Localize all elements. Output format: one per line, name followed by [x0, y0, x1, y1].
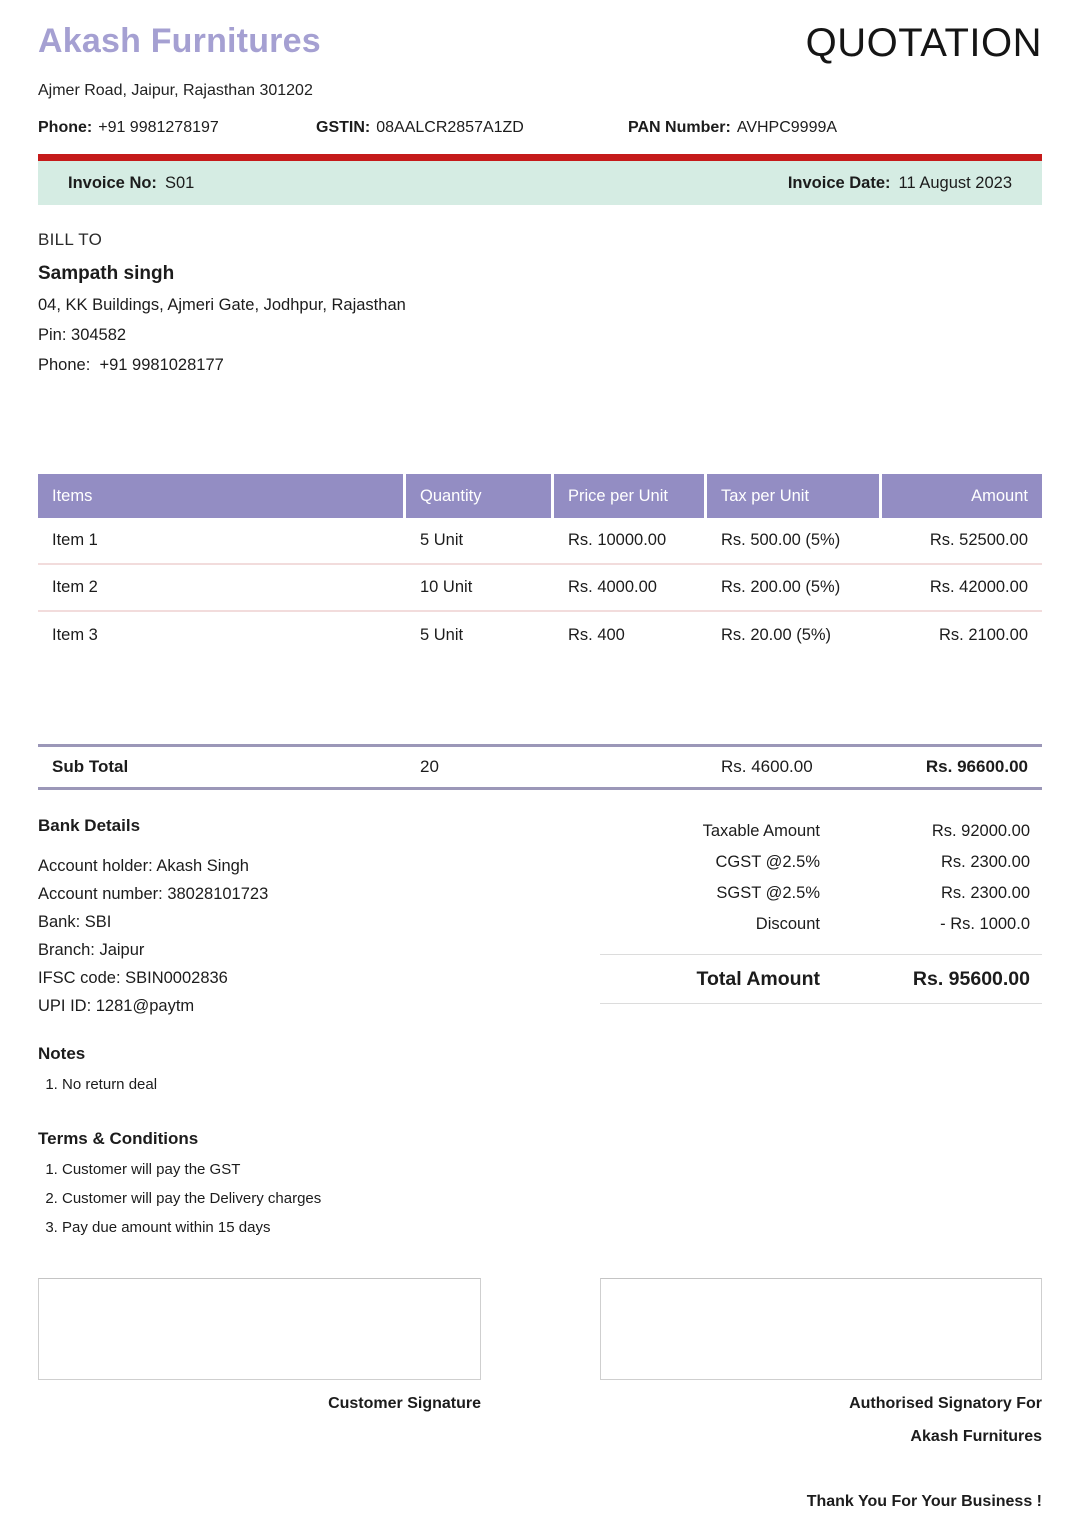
terms-heading: Terms & Conditions [38, 1129, 199, 1148]
item-price-cell: Rs. 4000.00 [568, 578, 657, 596]
company-address: Ajmer Road, Jaipur, Rajasthan 301202 [38, 82, 313, 99]
item-amount-cell: Rs. 52500.00 [929, 531, 1028, 549]
subtotal-quantity: 20 [420, 757, 439, 776]
item-quantity-cell: 10 Unit [420, 578, 473, 596]
invoice-info-band [38, 161, 1042, 205]
customer-signature-block [38, 1278, 481, 1446]
item-name-cell: Item 3 [52, 626, 98, 644]
summary-label: CGST @2.5% [715, 853, 820, 871]
notes-list [38, 1074, 1042, 1096]
item-price-cell: Rs. 10000.00 [568, 531, 667, 549]
header-amount: Amount [882, 474, 1042, 518]
note-item: 1. No return deal [62, 1074, 1042, 1096]
item-quantity-cell: 5 Unit [420, 626, 464, 644]
subtotal-amount: Rs. 96600.00 [925, 757, 1028, 776]
bank-details-heading: Bank Details [38, 816, 141, 835]
bank-account-number: Account number: 38028101723 [38, 885, 269, 903]
invoice-date [788, 174, 1012, 193]
bill-to-heading: BILL TO [38, 230, 103, 249]
item-price-cell: Rs. 400 [568, 626, 625, 644]
subtotal-label: Sub Total [52, 757, 129, 776]
gstin-label: GSTIN: [316, 119, 371, 136]
bank-account-holder: Account holder: Akash Singh [38, 857, 249, 875]
item-quantity-cell: 5 Unit [420, 531, 464, 549]
header-price-per-unit: Price per Unit [554, 474, 704, 518]
company-phone [38, 119, 316, 137]
items-table [38, 474, 1042, 659]
invoice-no-value: S01 [164, 173, 195, 192]
summary-discount [600, 909, 1042, 940]
notes-section [38, 1044, 1042, 1103]
table-row [38, 518, 1042, 565]
thank-you-note: Thank You For Your Business ! [806, 1493, 1042, 1510]
header-quantity: Quantity [406, 474, 551, 518]
invoice-number [68, 174, 194, 193]
summary-value: Rs. 2300.00 [941, 853, 1030, 871]
summary-value: Rs. 2300.00 [941, 884, 1030, 902]
bank-ifsc: IFSC code: SBIN0002836 [38, 969, 228, 987]
customer-address: 04, KK Buildings, Ajmeri Gate, Jodhpur, Rajasthan [38, 296, 406, 314]
gstin-value: 08AALCR2857A1ZD [376, 119, 524, 136]
summary-taxable-amount [600, 816, 1042, 847]
invoice-date-value: 11 August 2023 [898, 173, 1012, 192]
table-row [38, 612, 1042, 659]
summary-label: Taxable Amount [702, 822, 820, 840]
total-amount-value: Rs. 95600.00 [912, 967, 1030, 990]
total-amount-row [600, 954, 1042, 1004]
company-info-row [38, 119, 1042, 137]
bank-details [38, 816, 518, 1020]
terms-section [38, 1129, 1042, 1246]
summary-value: - Rs. 1000.0 [940, 915, 1030, 933]
header-items: Items [38, 474, 403, 518]
customer-phone [38, 356, 1042, 375]
total-amount-label: Total Amount [696, 967, 820, 990]
authorised-company-name: Akash Furnitures [910, 1428, 1042, 1445]
notes-heading: Notes [38, 1044, 86, 1063]
term-item: 2. Customer will pay the Delivery charges [62, 1188, 1042, 1210]
summary-sgst [600, 878, 1042, 909]
pan-value: AVHPC9999A [736, 119, 838, 136]
company-name: Akash Furnitures [38, 22, 321, 60]
totals-summary [600, 816, 1042, 1020]
authorised-signature-block [600, 1278, 1042, 1446]
signature-section [38, 1278, 1042, 1446]
summary-label: SGST @2.5% [716, 884, 820, 902]
summary-value: Rs. 92000.00 [931, 822, 1030, 840]
item-tax-cell: Rs. 20.00 (5%) [721, 626, 832, 644]
customer-pin: Pin: 304582 [38, 326, 127, 344]
phone-label: Phone: [38, 119, 93, 136]
customer-phone-label: Phone: [38, 356, 91, 374]
item-amount-cell: Rs. 42000.00 [929, 578, 1028, 596]
subtotal-tax: Rs. 4600.00 [721, 757, 813, 776]
bank-and-summary-section [38, 816, 1042, 1020]
term-item: 1. Customer will pay the GST [62, 1159, 1042, 1181]
item-name-cell: Item 2 [52, 578, 98, 596]
company-gstin [316, 119, 628, 137]
bank-name: Bank: SBI [38, 913, 112, 931]
terms-list [38, 1159, 1042, 1239]
phone-value: +91 9981278197 [98, 119, 219, 136]
header-tax-per-unit: Tax per Unit [707, 474, 879, 518]
bank-branch: Branch: Jaipur [38, 941, 145, 959]
summary-cgst [600, 847, 1042, 878]
summary-label: Discount [755, 915, 820, 933]
invoice-no-label: Invoice No: [68, 173, 157, 192]
customer-phone-value: +91 9981028177 [99, 356, 224, 374]
customer-signature-box[interactable] [38, 1278, 481, 1380]
document-header [38, 22, 1042, 64]
bank-upi: UPI ID: 1281@paytm [38, 997, 195, 1015]
subtotal-row [38, 744, 1042, 790]
item-tax-cell: Rs. 200.00 (5%) [721, 578, 841, 596]
pan-label: PAN Number: [628, 119, 731, 136]
invoice-date-label: Invoice Date: [787, 173, 891, 192]
item-amount-cell: Rs. 2100.00 [939, 626, 1028, 644]
authorised-signature-box[interactable] [600, 1278, 1042, 1380]
items-table-header [38, 474, 1042, 518]
authorised-signatory-label: Authorised Signatory For [849, 1395, 1042, 1412]
document-title: QUOTATION [805, 21, 1042, 65]
table-row [38, 565, 1042, 612]
term-item: 3. Pay due amount within 15 days [62, 1217, 1042, 1239]
customer-signature-label: Customer Signature [328, 1395, 481, 1412]
red-divider-bar [38, 154, 1042, 161]
item-tax-cell: Rs. 500.00 (5%) [721, 531, 841, 549]
customer-name: Sampath singh [38, 263, 175, 284]
company-pan [628, 119, 837, 137]
item-name-cell: Item 1 [52, 531, 98, 549]
